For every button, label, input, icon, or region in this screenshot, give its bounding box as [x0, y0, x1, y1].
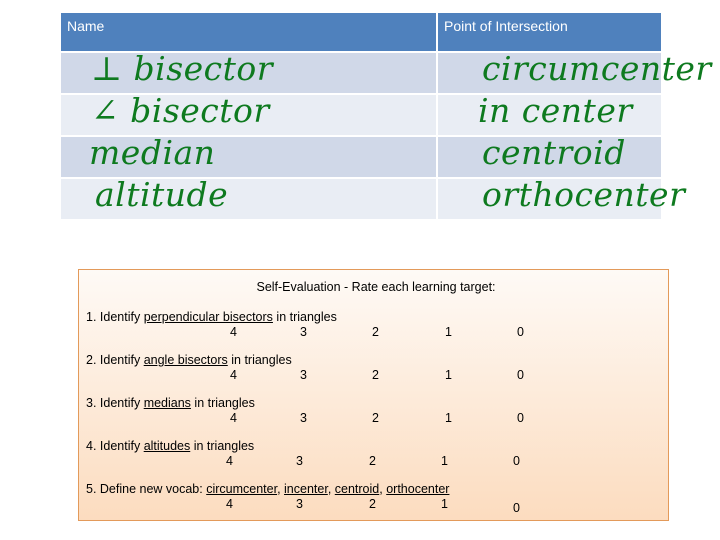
- table-row: [61, 49, 712, 93]
- learning-target-4: 4. Identify altitudes in triangles: [86, 439, 255, 453]
- rating-0: 0: [513, 501, 520, 515]
- handwritten-point: centroid: [482, 133, 626, 172]
- rating-0: 0: [517, 368, 524, 382]
- rating-3: 3: [296, 497, 303, 511]
- learning-target-3: 3. Identify medians in triangles: [86, 396, 255, 410]
- rating-4: 4: [230, 411, 237, 425]
- rating-1: 1: [441, 497, 448, 511]
- self-evaluation-box: [78, 269, 669, 521]
- rating-3: 3: [300, 411, 307, 425]
- table-row: [61, 91, 661, 135]
- learning-target-1: 1. Identify perpendicular bisectors in triangles: [86, 310, 337, 324]
- rating-2: 2: [372, 325, 379, 339]
- rating-1: 1: [441, 454, 448, 468]
- rating-3: 3: [300, 368, 307, 382]
- rating-2: 2: [369, 454, 376, 468]
- table-row: [61, 175, 686, 219]
- learning-target-5: 5. Define new vocab: circumcenter, incenter, centroid, orthocenter: [86, 482, 450, 496]
- header-name: Name: [61, 13, 436, 51]
- rating-1: 1: [445, 325, 452, 339]
- rating-3: 3: [300, 325, 307, 339]
- rating-4: 4: [226, 454, 233, 468]
- handwritten-name: ∠ bisector: [91, 91, 270, 130]
- self-evaluation-title: Self-Evaluation - Rate each learning target:: [256, 280, 496, 294]
- rating-1: 1: [445, 368, 452, 382]
- rating-4: 4: [230, 325, 237, 339]
- rating-2: 2: [372, 368, 379, 382]
- rating-1: 1: [445, 411, 452, 425]
- handwritten-name: median: [89, 133, 216, 172]
- table-row: [61, 133, 661, 177]
- handwritten-point: circumcenter: [482, 49, 712, 88]
- rating-2: 2: [372, 411, 379, 425]
- rating-0: 0: [513, 454, 520, 468]
- rating-3: 3: [296, 454, 303, 468]
- learning-target-2: 2. Identify angle bisectors in triangles: [86, 353, 292, 367]
- rating-0: 0: [517, 325, 524, 339]
- rating-4: 4: [230, 368, 237, 382]
- header-point-of-intersection: Point of Intersection: [438, 13, 661, 51]
- handwritten-name: altitude: [95, 175, 229, 214]
- handwritten-name: ⊥ bisector: [91, 49, 274, 88]
- rating-0: 0: [517, 411, 524, 425]
- rating-4: 4: [226, 497, 233, 511]
- handwritten-point: in center: [478, 91, 633, 130]
- rating-2: 2: [369, 497, 376, 511]
- handwritten-point: orthocenter: [482, 175, 686, 214]
